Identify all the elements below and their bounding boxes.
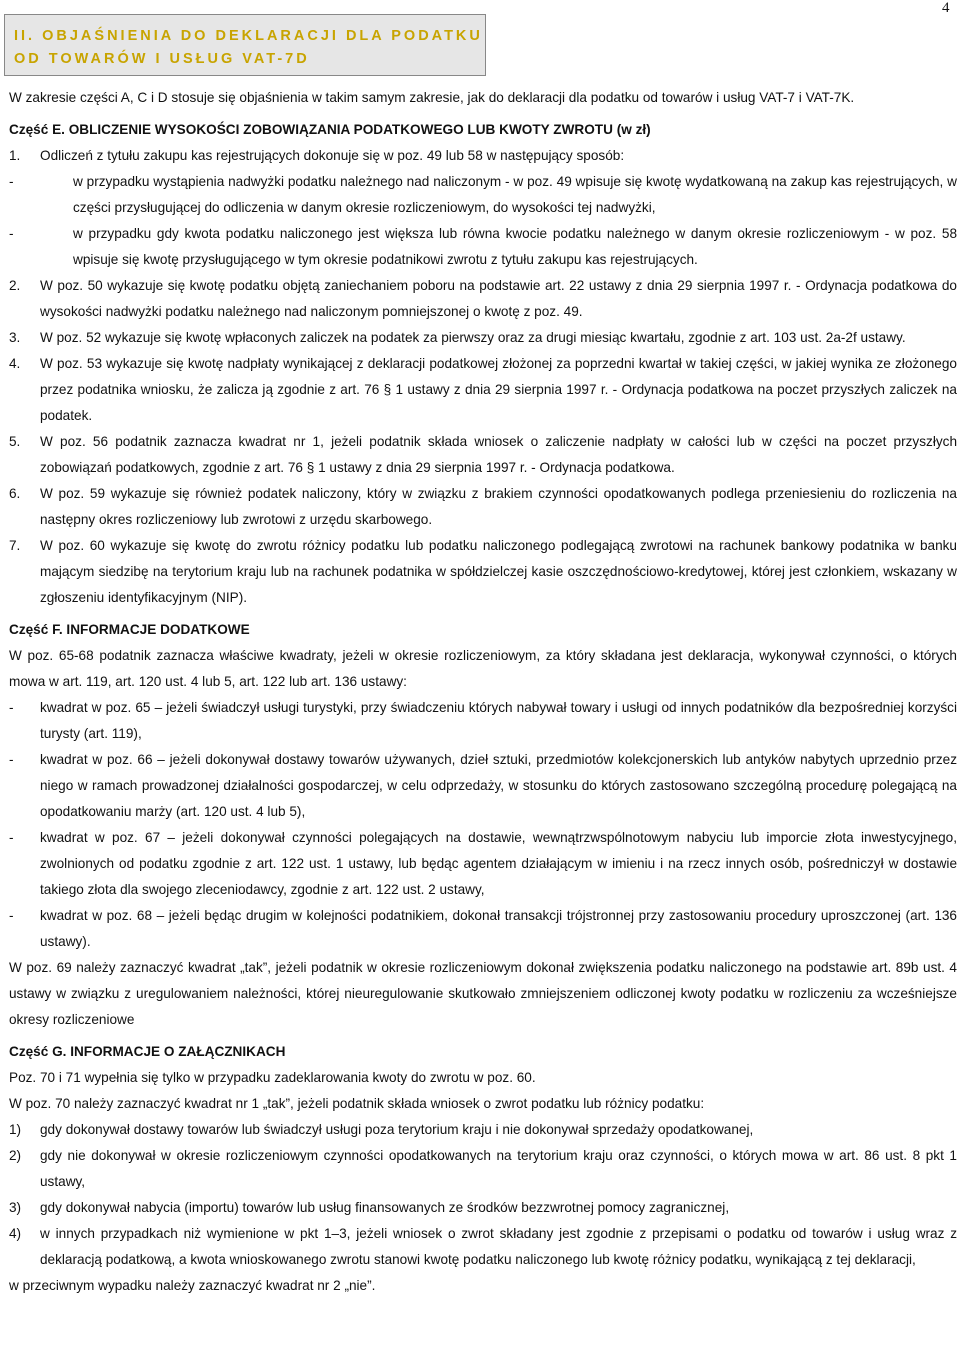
list-item-text: W poz. 50 wykazuje się kwotę podatku objętą zaniechaniem poboru na podstawie art. 22 ustawy z dnia 29 sierpnia 1997 r. - Ordynacja podatkowa do wysokości nadwyżki podatku należnego nad naliczonym pomniejszonej o kwotę z poz. 49.	[40, 278, 957, 319]
section-heading: Część E. OBLICZENIE WYSOKOŚCI ZOBOWIĄZANIA PODATKOWEGO LUB KWOTY ZWROTU (w zł)	[9, 122, 651, 137]
list-item-text: W poz. 59 wykazuje się również podatek naliczony, który w związku z brakiem czynności opodatkowanych podlega przeniesieniu do rozliczenia na następny okres rozliczeniowy lub zwrotowi z urzędu skarbowego.	[40, 486, 957, 527]
list-item-text: kwadrat w poz. 66 – jeżeli dokonywał dostawy towarów używanych, dzieł sztuki, przedmiotów kolekcjonerskich lub antyków nabytych uprzednio przez niego w ramach prowadzonej działalności gospodarczej, w celu odprzedaży, w stosunku do których zastosowano szczególną procedurę polegającą na opodatkowaniu marży (art. 120 ust. 4 lub 5),	[40, 752, 957, 819]
list-item-text: w innych przypadkach niż wymienione w pkt 1–3, jeżeli wniosek o zwrot składany jest zgodnie z przepisami o podatku od towarów i usług wraz z deklaracją podatkową, a kwota wnioskowanego zwrotu stanowi kwotę podatku naliczonego lub kwotę różnicy podatku, wynikającą z tej deklaracji,	[40, 1226, 957, 1267]
list-item	[9, 1143, 957, 1195]
list-item	[9, 1195, 957, 1221]
page-number: 4	[942, 0, 950, 16]
list-item	[9, 903, 957, 955]
paragraph: W zakresie części A, C i D stosuje się objaśnienia w takim samym zakresie, jak do deklaracji dla podatku od towarów i usług VAT-7 i VAT-7K.	[9, 90, 855, 105]
list-marker: 2.	[9, 278, 21, 293]
list-item	[9, 273, 957, 325]
list-marker: -	[9, 830, 14, 845]
list-marker: 4.	[9, 356, 21, 371]
list-item	[9, 325, 957, 351]
list-item-text: W poz. 53 wykazuje się kwotę nadpłaty wynikającej z deklaracji podatkowej złożonej za poprzedni kwartał w takiej części, w jakiej wynika ze złożonego przez podatnika wniosku, że zalicza ją zgodnie z art. 76 § 1 ustawy z dnia 29 sierpnia 1997 r. - Ordynacja podatkowa na poczet przyszłych zaliczek na podatek.	[40, 356, 957, 423]
list-marker: 2)	[9, 1148, 22, 1163]
paragraph: W poz. 70 należy zaznaczyć kwadrat nr 1 „tak”, jeżeli podatnik składa wniosek o zwrot podatku lub różnicy podatku:	[9, 1096, 705, 1111]
list-item-text: w przypadku wystąpienia nadwyżki podatku należnego nad naliczonym - w poz. 49 wpisuje się kwotę wydatkowaną na zakup kas rejestrujących, w części przysługującej do odliczenia w danym okresie rozliczeniowym, do wysokości tej nadwyżki,	[73, 174, 957, 215]
list-item-text: kwadrat w poz. 65 – jeżeli świadczył usługi turystyki, przy świadczeniu których nabywał towary i usługi od innych podatników dla bezpośredniej korzyści turysty (art. 119),	[40, 700, 957, 741]
list-marker: 3)	[9, 1200, 22, 1215]
list-item	[9, 143, 957, 169]
section-header-box	[4, 14, 486, 76]
list-item-text: gdy dokonywał nabycia (importu) towarów lub usług finansowanych ze środków bezzwrotnej pomocy zagranicznej,	[40, 1200, 730, 1215]
list-item-text: W poz. 56 podatnik zaznacza kwadrat nr 1, jeżeli podatnik składa wniosek o zaliczenie nadpłaty w całości lub w części na poczet przyszłych zobowiązań podatkowych, zgodnie z art. 76 § 1 ustawy z dnia 29 sierpnia 1997 r. - Ordynacja podatkowa.	[40, 434, 957, 475]
section-title: II. OBJAŚNIENIA DO DEKLARACJI DLA PODATKU OD TOWARÓW I USŁUG VAT-7D	[14, 28, 483, 67]
list-item-text: W poz. 52 wykazuje się kwotę wpłaconych zaliczek na podatek za pierwszy oraz za drugi miesiąc kwartału, zgodnie z art. 103 ust. 2a-2f ustawy.	[40, 330, 906, 345]
list-marker: -	[9, 908, 14, 923]
list-marker: 3.	[9, 330, 21, 345]
list-item-text: w przypadku gdy kwota podatku naliczonego jest większa lub równa kwocie podatku należnego w danym okresie rozliczeniowym - w poz. 58 wpisuje się kwotę przysługującego w tym okresie podatnikowi zwrotu z tytułu zakupu kas rejestrujących.	[73, 226, 957, 267]
list-item	[9, 1117, 957, 1143]
section-heading: Część G. INFORMACJE O ZAŁĄCZNIKACH	[9, 1044, 286, 1059]
dash-list-item	[9, 221, 957, 273]
list-marker: 6.	[9, 486, 21, 501]
list-marker: 1.	[9, 148, 21, 163]
list-item	[9, 825, 957, 903]
list-marker: -	[9, 174, 14, 189]
list-item-text: Odliczeń z tytułu zakupu kas rejestrujących dokonuje się w poz. 49 lub 58 w następujący sposób:	[40, 148, 625, 163]
list-item	[9, 747, 957, 825]
list-item-text: gdy nie dokonywał w okresie rozliczeniowym czynności opodatkowanych na terytorium kraju oraz czynności, o których mowa w art. 86 ust. 8 pkt 1 ustawy,	[40, 1148, 957, 1189]
list-item-text: W poz. 60 wykazuje się kwotę do zwrotu różnicy podatku lub podatku naliczonego podlegającą zwrotowi na rachunek bankowy podatnika w banku mającym siedzibę na terytorium kraju lub na rachunek podatnika w spółdzielczej kasie oszczędnościowo-kredytowej, której jest członkiem, wskazany w zgłoszeniu identyfikacyjnym (NIP).	[40, 538, 957, 605]
list-item	[9, 429, 957, 481]
dash-list-item	[9, 169, 957, 221]
list-item-text: kwadrat w poz. 67 – jeżeli dokonywał czynności polegających na dostawie, wewnątrzwspólnotowym nabyciu lub imporcie złota inwestycyjnego, zwolnionych od podatku zgodnie z art. 122 ust. 1 ustawy, lub będąc agentem działającym w imieniu i na rzecz innych osób, pośredniczył w dostawie takiego złota dla swojego zleceniodawcy, zgodnie z art. 122 ust. 2 ustawy,	[40, 830, 957, 897]
list-item	[9, 533, 957, 611]
list-marker: -	[9, 752, 14, 767]
list-marker: 1)	[9, 1122, 22, 1137]
list-marker: 5.	[9, 434, 21, 449]
document-body	[9, 85, 957, 1299]
list-item-text: kwadrat w poz. 68 – jeżeli będąc drugim w kolejności podatnikiem, dokonał transakcji trójstronnej przy zastosowaniu procedury uproszczonej (art. 136 ustawy).	[40, 908, 957, 949]
paragraph: W poz. 65-68 podatnik zaznacza właściwe kwadraty, jeżeli w okresie rozliczeniowym, za który składana jest deklaracja, wykonywał czynności, o których mowa w art. 119, art. 120 ust. 4 lub 5, art. 122 lub art. 136 ustawy:	[9, 648, 957, 689]
paragraph: w przeciwnym wypadku należy zaznaczyć kwadrat nr 2 „nie”.	[9, 1278, 376, 1293]
list-marker: 7.	[9, 538, 21, 553]
list-item	[9, 1221, 957, 1273]
list-item	[9, 351, 957, 429]
list-marker: -	[9, 700, 14, 715]
list-item	[9, 481, 957, 533]
list-marker: -	[9, 226, 14, 241]
list-item	[9, 695, 957, 747]
section-heading: Część F. INFORMACJE DODATKOWE	[9, 622, 250, 637]
paragraph: Poz. 70 i 71 wypełnia się tylko w przypadku zadeklarowania kwoty do zwrotu w poz. 60.	[9, 1070, 536, 1085]
paragraph: W poz. 69 należy zaznaczyć kwadrat „tak”, jeżeli podatnik w okresie rozliczeniowym dokonał zwiększenia podatku naliczonego na podstawie art. 89b ust. 4 ustawy w związku z uregulowaniem należności, której nieuregulowanie skutkowało zmniejszeniem odliczonej kwoty podatku w rozliczeniu za wcześniejsze okresy rozliczeniowe	[9, 960, 957, 1027]
list-marker: 4)	[9, 1226, 22, 1241]
list-item-text: gdy dokonywał dostawy towarów lub świadczył usługi poza terytorium kraju i nie dokonywał sprzedaży opodatkowanej,	[40, 1122, 754, 1137]
